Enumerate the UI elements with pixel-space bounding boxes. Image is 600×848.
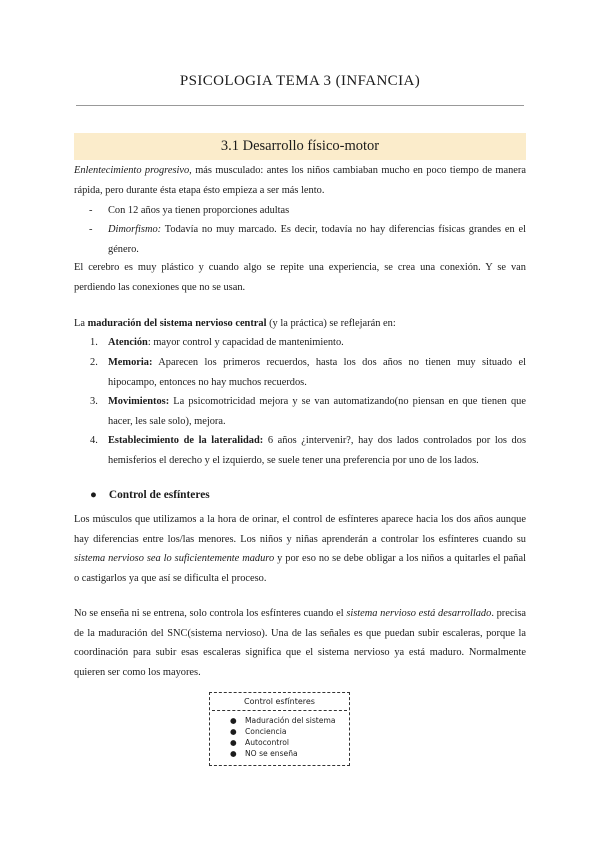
bullet-icon: ● bbox=[230, 716, 237, 725]
sphincter-heading-text: Control de esfínteres bbox=[108, 489, 210, 501]
summary-box-title: Control esfínteres bbox=[244, 697, 315, 706]
dash-item bbox=[108, 201, 526, 221]
list-number: 2. bbox=[90, 357, 98, 368]
emphasis-text: sistema nervioso sea lo suficientemente maduro bbox=[74, 553, 275, 564]
intro-paragraph bbox=[74, 161, 526, 200]
dash-item-text: Con 12 años ya tienen proporciones adultas bbox=[108, 205, 290, 216]
intro-text: más musculado: antes los niños cambiaban mucho en poco tiempo de manera rápida, pero durante ésta etapa ésto empieza a ser más lento. bbox=[74, 165, 526, 196]
maturation-term: maduración del sistema nervioso central bbox=[87, 318, 267, 329]
bullet-icon: ● bbox=[230, 749, 237, 758]
list-item: ● NO se enseña bbox=[230, 749, 298, 758]
list-item: ● Conciencia bbox=[230, 727, 287, 736]
dash-item bbox=[108, 220, 526, 259]
list-item: ● Maduración del sistema bbox=[230, 716, 336, 725]
list-item bbox=[108, 333, 526, 353]
intro-term: Enlentecimiento progresivo, bbox=[74, 165, 192, 176]
dash-item-text: Todavía no muy marcado. Es decir, todavía no hay diferencias físicas grandes en el género. bbox=[108, 224, 526, 255]
bullet-icon: ● bbox=[230, 727, 237, 736]
list-number: 4. bbox=[90, 435, 98, 446]
sphincter-paragraph-2: No se enseña ni se entrena, solo controla los esfínteres cuando el sistema nervioso está desarrollado. precisa de la maduración del SNC(sistema nervioso). Una de las señales es que puedan subir escaleras, porque la coordinación para subir esas escaleras significa que el sistema nervioso ya está maduro. Normalmente quieren ser como los mayores. bbox=[74, 608, 526, 678]
list-item bbox=[108, 431, 526, 470]
dash-marker: - bbox=[89, 205, 93, 216]
brain-paragraph: El cerebro es muy plástico y cuando algo se repite una experiencia, se crea una conexión. Y se van perdiendo las conexiones que no se usan. bbox=[74, 262, 526, 293]
sphincter-paragraph-1: Los músculos que utilizamos a la hora de orinar, el control de esfínteres aparece hacia los dos años aunque hay diferencias entre los/las menores. Los niños y niñas aprenderán a controlar los esfínteres cuando su sistema nervioso sea lo suficientemente maduro y por eso no se debe obligar a los niños a quitarles el pañal o castigarlos ya que así se dificulta el proceso. bbox=[74, 514, 526, 584]
emphasis-text: sistema nervioso está desarrollado bbox=[346, 608, 492, 619]
document-title: PSICOLOGIA TEMA 3 (INFANCIA) bbox=[179, 73, 421, 89]
list-item-term: Establecimiento de la lateralidad: bbox=[108, 435, 264, 446]
maturation-paragraph: La maduración del sistema nervioso central (y la práctica) se reflejarán en: bbox=[74, 318, 396, 329]
summary-box-list bbox=[230, 715, 336, 759]
bullet-icon: ● bbox=[230, 738, 237, 747]
list-item-term: Memoria: bbox=[108, 357, 153, 368]
list-item: ● Autocontrol bbox=[230, 738, 289, 747]
title-divider bbox=[76, 105, 524, 106]
dash-item-term: Dimorfismo: bbox=[108, 224, 162, 235]
list-item-text: La psicomotricidad mejora y se van automatizando(no piensan en que tienen que hacer, les sale solo), mejora. bbox=[108, 396, 526, 427]
bullet-icon: ● bbox=[90, 489, 97, 501]
list-item bbox=[108, 392, 526, 431]
section-heading: 3.1 Desarrollo físico-motor bbox=[74, 133, 526, 160]
list-item-text: 6 años ¿intervenir?, hay dos lados controlados por los dos hemisferios el derecho y el izquierdo, se suele tener una preferencia por uno de los lados. bbox=[108, 435, 526, 466]
list-number: 3. bbox=[90, 396, 98, 407]
sphincter-heading bbox=[90, 489, 210, 501]
list-item-text: Aparecen los primeros recuerdos, hasta los dos años no tienen muy situado el hipocampo, entonces no hay muchos recuerdos. bbox=[108, 357, 526, 388]
list-item-term: Movimientos: bbox=[108, 396, 170, 407]
list-item-term: Atención bbox=[108, 337, 148, 348]
summary-box-divider bbox=[212, 710, 347, 711]
list-item bbox=[108, 353, 526, 392]
dash-marker: - bbox=[89, 224, 93, 235]
list-number: 1. bbox=[90, 337, 98, 348]
summary-box bbox=[209, 692, 350, 766]
list-item-text: : mayor control y capacidad de mantenimiento. bbox=[147, 337, 344, 348]
